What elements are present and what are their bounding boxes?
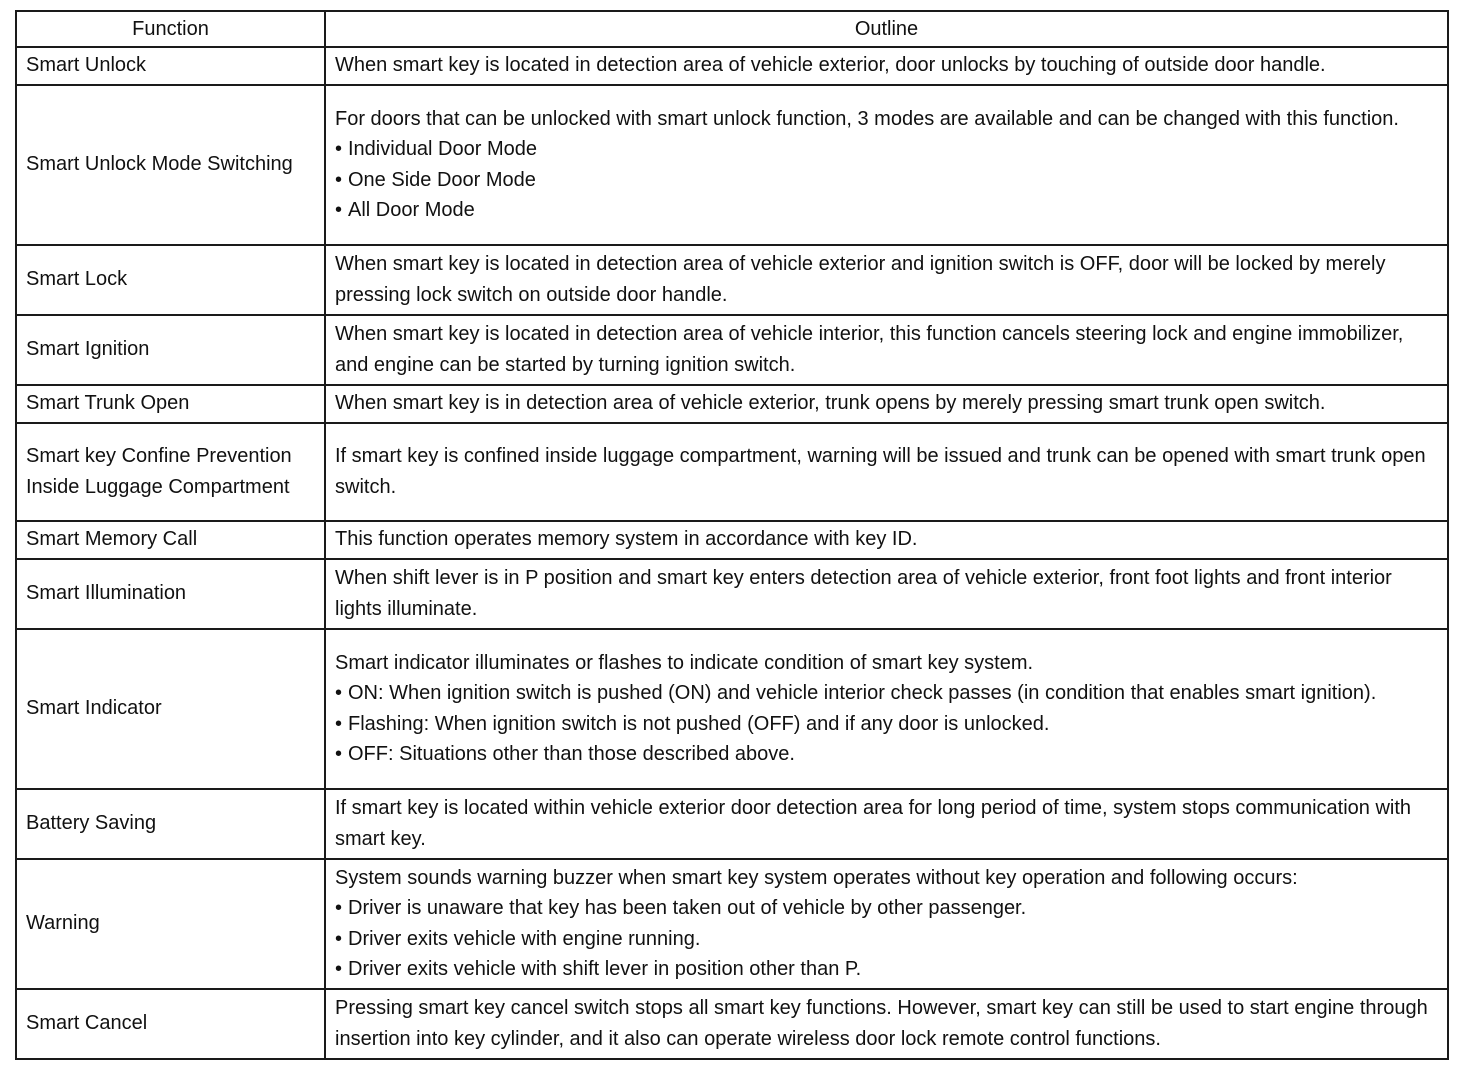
outline-bullet-item: • Individual Door Mode bbox=[335, 134, 1439, 165]
outline-text: When shift lever is in P position and smart key enters detection area of vehicle exterior, front foot lights and front interior lights illuminate. bbox=[335, 567, 1392, 620]
function-outline-table bbox=[15, 10, 1449, 1060]
outline-bullet-item: • Driver is unaware that key has been taken out of vehicle by other passenger. bbox=[335, 893, 1439, 924]
outline-bullet-item: • Driver exits vehicle with shift lever in position other than P. bbox=[335, 954, 1439, 985]
outline-cell bbox=[325, 85, 1448, 245]
outline-cell bbox=[325, 559, 1448, 629]
outline-bullet-item: • One Side Door Mode bbox=[335, 165, 1439, 196]
table-row bbox=[16, 315, 1448, 385]
table-row bbox=[16, 989, 1448, 1059]
outline-text: When smart key is in detection area of vehicle exterior, trunk opens by merely pressing smart trunk open switch. bbox=[335, 392, 1326, 415]
outline-bullet-item: • Driver exits vehicle with engine running. bbox=[335, 924, 1439, 955]
outline-cell bbox=[325, 521, 1448, 559]
function-cell: Smart Unlock Mode Switching bbox=[16, 85, 325, 245]
function-cell: Smart key Confine Prevention Inside Luggage Compartment bbox=[16, 423, 325, 521]
outline-cell bbox=[325, 989, 1448, 1059]
outline-text: If smart key is confined inside luggage compartment, warning will be issued and trunk can be opened with smart trunk open switch. bbox=[335, 445, 1426, 498]
outline-text: If smart key is located within vehicle exterior door detection area for long period of time, system stops communication with smart key. bbox=[335, 797, 1412, 850]
table-row bbox=[16, 85, 1448, 245]
header-outline: Outline bbox=[325, 11, 1448, 47]
function-cell: Smart Illumination bbox=[16, 559, 325, 629]
table-row bbox=[16, 859, 1448, 989]
table-row bbox=[16, 47, 1448, 85]
outline-text: When smart key is located in detection area of vehicle exterior, door unlocks by touching of outside door handle. bbox=[335, 54, 1326, 77]
table-row bbox=[16, 789, 1448, 859]
outline-cell bbox=[325, 629, 1448, 789]
function-cell: Battery Saving bbox=[16, 789, 325, 859]
function-cell: Smart Cancel bbox=[16, 989, 325, 1059]
outline-text: This function operates memory system in accordance with key ID. bbox=[335, 528, 918, 551]
function-cell: Smart Trunk Open bbox=[16, 385, 325, 423]
header-function: Function bbox=[16, 11, 325, 47]
outline-text: Smart indicator illuminates or flashes to indicate condition of smart key system. bbox=[335, 651, 1034, 674]
outline-cell bbox=[325, 859, 1448, 989]
table-row bbox=[16, 629, 1448, 789]
table-row bbox=[16, 385, 1448, 423]
function-cell: Smart Indicator bbox=[16, 629, 325, 789]
outline-cell bbox=[325, 245, 1448, 315]
table-row bbox=[16, 245, 1448, 315]
outline-cell bbox=[325, 423, 1448, 521]
outline-cell bbox=[325, 385, 1448, 423]
outline-text: For doors that can be unlocked with smart unlock function, 3 modes are available and can be changed with this function. bbox=[335, 107, 1399, 130]
outline-bullet-item: • Flashing: When ignition switch is not pushed (OFF) and if any door is unlocked. bbox=[335, 709, 1439, 740]
outline-text: When smart key is located in detection area of vehicle interior, this function cancels steering lock and engine immobilizer, and engine can be started by turning ignition switch. bbox=[335, 323, 1404, 376]
table-body bbox=[16, 47, 1448, 1059]
outline-text: When smart key is located in detection area of vehicle exterior and ignition switch is OFF, door will be locked by merely pressing lock switch on outside door handle. bbox=[335, 253, 1386, 306]
function-cell: Warning bbox=[16, 859, 325, 989]
outline-bullet-item: • All Door Mode bbox=[335, 195, 1439, 226]
outline-bullet-item: • ON: When ignition switch is pushed (ON) and vehicle interior check passes (in condition that enables smart ignition). bbox=[335, 678, 1439, 709]
header-row bbox=[16, 11, 1448, 47]
function-cell: Smart Unlock bbox=[16, 47, 325, 85]
function-cell: Smart Ignition bbox=[16, 315, 325, 385]
table-row bbox=[16, 423, 1448, 521]
outline-text: System sounds warning buzzer when smart key system operates without key operation and following occurs: bbox=[335, 866, 1298, 889]
outline-cell bbox=[325, 789, 1448, 859]
table-row bbox=[16, 559, 1448, 629]
outline-cell bbox=[325, 315, 1448, 385]
table-row bbox=[16, 521, 1448, 559]
function-cell: Smart Lock bbox=[16, 245, 325, 315]
outline-text: Pressing smart key cancel switch stops all smart key functions. However, smart key can still be used to start engine through insertion into key cylinder, and it also can operate wireless door lock remote control functions. bbox=[335, 997, 1428, 1050]
function-cell: Smart Memory Call bbox=[16, 521, 325, 559]
outline-bullet-item: • OFF: Situations other than those described above. bbox=[335, 739, 1439, 770]
outline-cell bbox=[325, 47, 1448, 85]
